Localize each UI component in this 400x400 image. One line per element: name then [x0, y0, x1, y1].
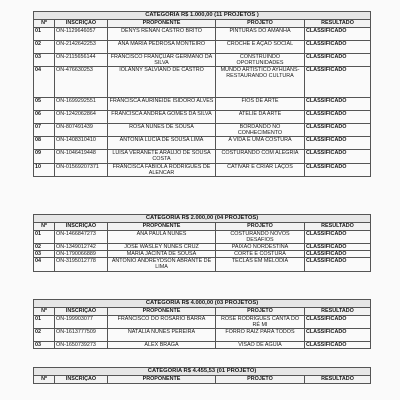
row-proponente: FRANCISCA FABIOLA RODRIGUES DE ALENCAR — [108, 163, 216, 176]
row-proponente: FRANCISCO DO ROSÁRIO BARRA — [108, 316, 216, 329]
row-inscricao: ON-1613777509 — [55, 329, 108, 342]
row-inscricao: ON-1699292551 — [55, 98, 108, 111]
row-number: 03 — [34, 251, 55, 258]
table-row — [34, 124, 371, 137]
row-proponente: ANTONIA LUCIA DE SOUSA LIMA — [108, 137, 216, 150]
row-number: 08 — [34, 137, 55, 150]
row-number: 03 — [34, 342, 55, 349]
table-row — [34, 98, 371, 111]
header-projeto: PROJETO — [216, 376, 305, 384]
row-proponente: MARIA JACINTA DE SOUSA — [108, 251, 216, 258]
row-proponente: ALEX BRAGA — [108, 342, 216, 349]
row-proponente: DENYS RENAN CASTRO BRITO — [108, 28, 216, 41]
row-number: 05 — [34, 98, 55, 111]
row-proponente: FRANCISCO FRANÇUAR GERMANO DA SILVA — [108, 54, 216, 67]
row-resultado: CLASSIFICADO — [305, 258, 371, 271]
row-inscricao: ON-1242062864 — [55, 111, 108, 124]
header-inscricao: INSCRIÇÃO — [55, 308, 108, 316]
row-proponente: ANA MARIA PEDROSA MONTEIRO — [108, 41, 216, 54]
header-proponente: PROPONENTE — [108, 20, 216, 28]
row-resultado: CLASSIFICADO — [305, 67, 371, 98]
table-row — [34, 329, 371, 342]
row-proponente: IOLANNY SALVIANO DE CASTRO — [108, 67, 216, 98]
row-projeto: VISÃO DE AGUIA — [216, 342, 305, 349]
row-number: 09 — [34, 150, 55, 163]
table-row — [34, 163, 371, 176]
header-n: Nº — [34, 376, 55, 384]
row-proponente: ROSA NUNES DE SOUSA — [108, 124, 216, 137]
table-row — [34, 111, 371, 124]
table-row — [34, 316, 371, 329]
table-row — [34, 342, 371, 349]
row-number: 04 — [34, 67, 55, 98]
row-inscricao: ON-807491439 — [55, 124, 108, 137]
row-number: 04 — [34, 258, 55, 271]
row-proponente: ANA PAULA NUNES — [108, 231, 216, 244]
row-projeto: FIOS DE ARTE — [216, 98, 305, 111]
row-resultado: CLASSIFICADO — [305, 231, 371, 244]
row-number: 01 — [34, 231, 55, 244]
row-number: 01 — [34, 28, 55, 41]
row-resultado: CLASSIFICADO — [305, 98, 371, 111]
row-number: 02 — [34, 244, 55, 251]
row-proponente: NATÁLIA NUNES PEREIRA — [108, 329, 216, 342]
row-number: 06 — [34, 111, 55, 124]
header-inscricao: INSCRIÇÃO — [55, 223, 108, 231]
category-title: CATEGORIA R$ 4.000,00 (03 PROJETOS) — [34, 300, 371, 308]
row-resultado: CLASSIFICADO — [305, 329, 371, 342]
row-projeto: PINTURAS DO AMANHÃ — [216, 28, 305, 41]
row-inscricao: ON-199903077 — [55, 316, 108, 329]
row-projeto: ATELIÊ DA ARTE — [216, 111, 305, 124]
row-number: 01 — [34, 316, 55, 329]
header-resultado: RESULTADO — [305, 376, 371, 384]
row-projeto: PAIXÃO NORDESTINA — [216, 244, 305, 251]
row-inscricao: ON-1466847273 — [55, 231, 108, 244]
row-resultado: CLASSIFICADO — [305, 28, 371, 41]
row-projeto: FORRÓ RAIZ PARA TODOS — [216, 329, 305, 342]
row-projeto: TECLAS EM MELODIA — [216, 258, 305, 271]
header-proponente: PROPONENTE — [108, 376, 216, 384]
row-projeto: CROCHÊ E AÇÃO SOCIAL — [216, 41, 305, 54]
header-projeto: PROJETO — [216, 223, 305, 231]
row-number: 02 — [34, 41, 55, 54]
table-row — [34, 244, 371, 251]
table-row — [34, 258, 371, 271]
row-inscricao: ON-1650739273 — [55, 342, 108, 349]
row-resultado: CLASSIFICADO — [305, 251, 371, 258]
table-row — [34, 137, 371, 150]
row-projeto: COSTURANDO COM ALEGRIA — [216, 150, 305, 163]
table-row — [34, 28, 371, 41]
header-proponente: PROPONENTE — [108, 223, 216, 231]
table-category-4000 — [33, 299, 371, 349]
row-inscricao: ON-476630253 — [55, 67, 108, 98]
row-proponente: JOSÉ WASLEY NUNES CRUZ — [108, 244, 216, 251]
row-resultado: CLASSIFICADO — [305, 244, 371, 251]
row-proponente: ANTONIO ANDREYDSON ABRANTE DE LIMA — [108, 258, 216, 271]
row-number: 03 — [34, 54, 55, 67]
header-proponente: PROPONENTE — [108, 308, 216, 316]
row-projeto: CONSTRUINDO OPORTUNIDADES — [216, 54, 305, 67]
table-row — [34, 251, 371, 258]
row-inscricao: ON-1349012742 — [55, 244, 108, 251]
row-resultado: CLASSIFICADO — [305, 316, 371, 329]
row-number: 10 — [34, 163, 55, 176]
row-resultado: CLASSIFICADO — [305, 137, 371, 150]
category-title: CATEGORIA R$ 1.000,00 (11 PROJETOS ) — [34, 12, 371, 20]
row-inscricao: ON-3195012778 — [55, 258, 108, 271]
row-inscricao: ON-01569207371 — [55, 163, 108, 176]
row-projeto: MUNDO ARTISTICO AYHUANS- RESTAURANDO CULTURA — [216, 67, 305, 98]
row-resultado: CLASSIFICADO — [305, 342, 371, 349]
row-proponente: LUISA VERANETE ARAUJO DE SOUSA COSTA — [108, 150, 216, 163]
row-inscricao: ON-1790066889 — [55, 251, 108, 258]
row-resultado: CLASSIFICADO — [305, 41, 371, 54]
table-row — [34, 150, 371, 163]
header-n: Nº — [34, 223, 55, 231]
row-number: 07 — [34, 124, 55, 137]
category-title: CATEGORIA R$ 4.455,53 (01 PROJETO) — [34, 368, 371, 376]
row-projeto: CORTE E COSTURA — [216, 251, 305, 258]
header-projeto: PROJETO — [216, 20, 305, 28]
row-number: 02 — [34, 329, 55, 342]
table-row — [34, 54, 371, 67]
row-inscricao: ON-2142642253 — [55, 41, 108, 54]
table-category-2000 — [33, 214, 371, 272]
row-resultado: CLASSIFICADO — [305, 150, 371, 163]
header-resultado: RESULTADO — [305, 20, 371, 28]
category-title: CATEGORIA R$ 2.000,00 (04 PROJETOS) — [34, 215, 371, 223]
header-inscricao: INSCRIÇÃO — [55, 376, 108, 384]
row-projeto: A VIDA É UMA COSTURA — [216, 137, 305, 150]
row-proponente: FRANCISCA ANDREA GOMES DA SILVA — [108, 111, 216, 124]
row-inscricao: ON-1046419448 — [55, 150, 108, 163]
row-resultado: CLASSIFICADO — [305, 124, 371, 137]
header-n: Nº — [34, 308, 55, 316]
row-projeto: ROSE RODRIGUES CANTA DO RÉ MI — [216, 316, 305, 329]
row-proponente: FRANCISCA AURINEIDE ISIDORO ALVES — [108, 98, 216, 111]
row-resultado: CLASSIFICADO — [305, 111, 371, 124]
table-category-4455 — [33, 367, 371, 384]
row-inscricao: ON-1408310410 — [55, 137, 108, 150]
row-inscricao: ON-1129646057 — [55, 28, 108, 41]
header-n: Nº — [34, 20, 55, 28]
header-inscricao: INSCRIÇÃO — [55, 20, 108, 28]
table-row — [34, 67, 371, 98]
table-category-1000 — [33, 11, 371, 177]
row-resultado: CLASSIFICADO — [305, 54, 371, 67]
row-resultado: CLASSIFICADO — [305, 163, 371, 176]
row-projeto: COSTURANDO NOVOS DESAFIOS — [216, 231, 305, 244]
header-projeto: PROJETO — [216, 308, 305, 316]
table-row — [34, 231, 371, 244]
table-row — [34, 41, 371, 54]
row-projeto: CATIVAR É CRIAR LAÇOS — [216, 163, 305, 176]
row-projeto: BORDANDO NO CONHECIMENTO — [216, 124, 305, 137]
row-inscricao: ON-2115656144 — [55, 54, 108, 67]
header-resultado: RESULTADO — [305, 223, 371, 231]
header-resultado: RESULTADO — [305, 308, 371, 316]
